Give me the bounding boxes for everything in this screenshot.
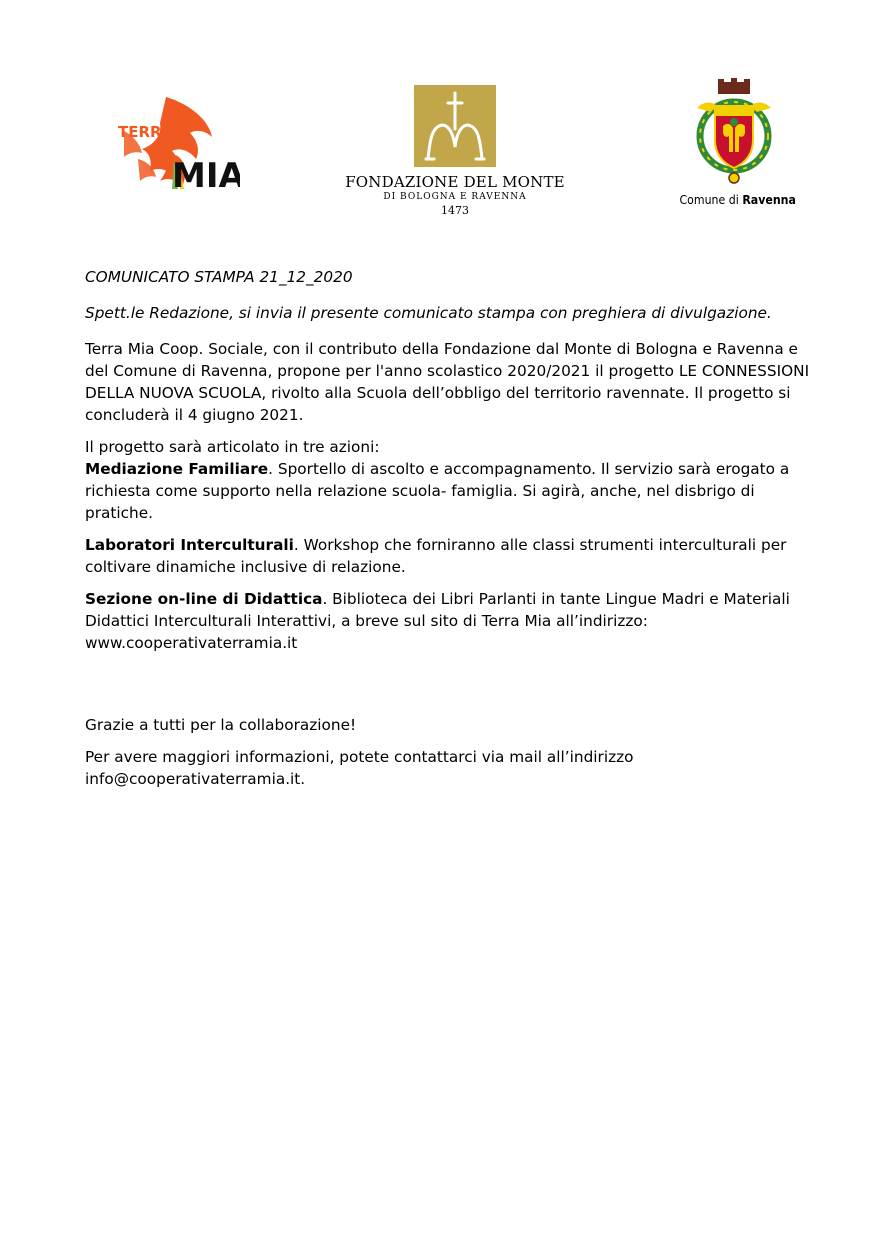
terra-mia-logo [116, 95, 240, 193]
action-item-didattica [85, 588, 810, 654]
action-text: . Biblioteca dei Libri Parlanti in tante Lingue Madri e Materiali Didattici Interculturali Interattivi, a breve sul sito di Terra Mia all’indirizzo: www.cooperativaterramia.it [85, 590, 790, 652]
ravenna-caption-name: Ravenna [742, 192, 796, 207]
thanks-line: Grazie a tutti per la collaborazione! [85, 716, 357, 734]
actions-intro: Il progetto sarà articolato in tre azioni: [85, 438, 380, 456]
action-text: . Sportello di ascolto e accompagnamento. Il servizio sarà erogato a richiesta come supporto nella relazione scuola- famiglia. Si agirà, anche, nel disbrigo di pratiche. [85, 460, 790, 522]
ravenna-coat-of-arms-icon [693, 78, 775, 186]
fondazione-subtitle: DI BOLOGNA E RAVENNA [383, 192, 527, 202]
action-title: Sezione on-line di Didattica [85, 590, 323, 608]
action-item-mediazione [85, 458, 810, 524]
ravenna-caption [679, 192, 796, 207]
ravenna-caption-prefix: Comune di [679, 192, 743, 207]
comune-di-ravenna-logo [672, 78, 796, 208]
contact-line: Per avere maggiori informazioni, potete contattarci via mail all’indirizzo info@cooperativaterramia.it. [85, 748, 634, 788]
terra-text: TERRA [118, 123, 174, 141]
fondazione-title: FONDAZIONE DEL MONTE [345, 173, 565, 191]
action-item-laboratori [85, 534, 810, 578]
action-title: Laboratori Interculturali [85, 536, 294, 554]
terra-mia-logo-graphic [116, 95, 240, 193]
press-release-header: COMUNICATO STAMPA 21_12_2020 [85, 268, 353, 286]
action-title: Mediazione Familiare [85, 460, 269, 478]
fondazione-del-monte-logo [344, 85, 566, 225]
action-text: . Workshop che forniranno alle classi strumenti interculturali per coltivare dinamiche inclusive di relazione. [85, 536, 787, 576]
fondazione-year: 1473 [441, 204, 469, 217]
fondazione-emblem-icon [414, 85, 496, 167]
project-paragraph: Terra Mia Coop. Sociale, con il contributo della Fondazione dal Monte di Bologna e Ravenna e del Comune di Ravenna, propone per l'anno scolastico 2020/2021 il progetto LE CONNESSIONI DELLA NUOVA SCUOLA, rivolto alla Scuola dell’obbligo del territorio ravennate. Il progetto si concluderà il 4 giugno 2021. [85, 340, 810, 424]
intro-line: Spett.le Redazione, si invia il presente comunicato stampa con preghiera di divulgazione. [85, 304, 772, 322]
press-release-body [85, 266, 810, 790]
mia-text: MIA [172, 156, 240, 193]
